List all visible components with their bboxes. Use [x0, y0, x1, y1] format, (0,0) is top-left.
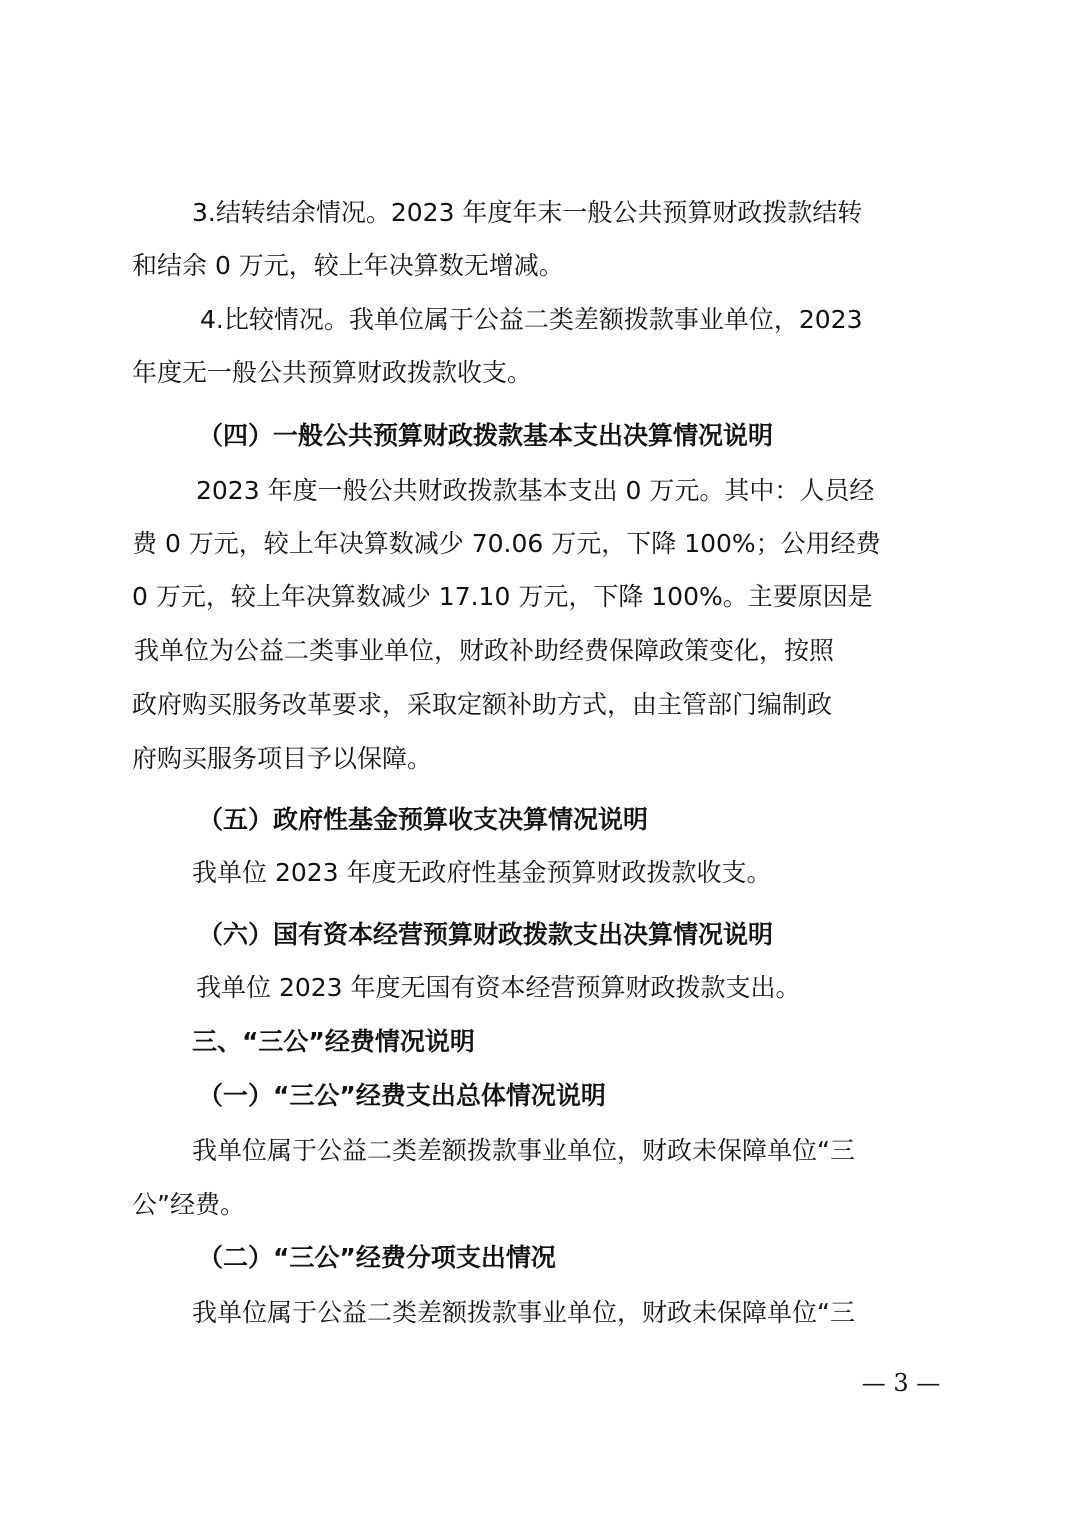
- text-line: [0, 577, 1076, 617]
- section-heading-text: （五）政府性基金预算收支决算情况说明: [198, 805, 649, 834]
- paragraph-text: 费 0 万元，较上年决算数减少 70.06 万元，下降 100%；公用经费: [132, 529, 881, 558]
- text-line: [0, 471, 1076, 511]
- text-line: [0, 300, 1076, 340]
- section-heading: [0, 800, 1076, 840]
- section-heading: [0, 416, 1076, 456]
- section-heading: [0, 1076, 1076, 1116]
- chapter-heading-text: 三、“三公”经费情况说明: [192, 1027, 475, 1056]
- paragraph-text: 4.比较情况。我单位属于公益二类差额拨款事业单位，2023: [200, 305, 863, 334]
- paragraph-text: 我单位 2023 年度无政府性基金预算财政拨款收支。: [192, 858, 772, 887]
- paragraph-text: 府购买服务项目予以保障。: [132, 744, 433, 773]
- text-line: [0, 1131, 1076, 1171]
- section-heading-text: （六）国有资本经营预算财政拨款支出决算情况说明: [198, 920, 774, 949]
- text-line: [0, 853, 1076, 893]
- text-line: [0, 739, 1076, 779]
- paragraph-text: 公”经费。: [132, 1190, 245, 1219]
- section-heading: [0, 915, 1076, 955]
- text-line: [0, 193, 1076, 233]
- paragraph-text: 和结余 0 万元，较上年决算数无增减。: [132, 251, 564, 280]
- page-number: — 3 —: [861, 1369, 941, 1397]
- paragraph-text: 我单位属于公益二类差额拨款事业单位，财政未保障单位“三: [192, 1136, 855, 1165]
- paragraph-text: 3.结转结余情况。2023 年度年末一般公共预算财政拨款结转: [192, 198, 863, 227]
- text-line: [0, 353, 1076, 393]
- text-line: [0, 685, 1076, 725]
- section-heading: [0, 1238, 1076, 1278]
- paragraph-text: 年度无一般公共预算财政拨款收支。: [132, 358, 533, 387]
- text-line: [0, 631, 1076, 671]
- text-line: [0, 968, 1076, 1008]
- paragraph-text: 我单位属于公益二类差额拨款事业单位，财政未保障单位“三: [192, 1298, 855, 1327]
- paragraph-text: 0 万元，较上年决算数减少 17.10 万元，下降 100%。主要原因是: [132, 582, 873, 611]
- text-line: [0, 524, 1076, 564]
- paragraph-text: 我单位为公益二类事业单位，财政补助经费保障政策变化，按照: [134, 636, 835, 665]
- text-line: [0, 1185, 1076, 1225]
- chapter-heading: [0, 1022, 1076, 1062]
- section-heading-text: （一）“三公”经费支出总体情况说明: [198, 1081, 606, 1110]
- paragraph-text: 我单位 2023 年度无国有资本经营预算财政拨款支出。: [196, 973, 801, 1002]
- section-heading-text: （四）一般公共预算财政拨款基本支出决算情况说明: [198, 421, 774, 450]
- text-line: [0, 1293, 1076, 1333]
- section-heading-text: （二）“三公”经费分项支出情况: [198, 1243, 556, 1272]
- paragraph-text: 政府购买服务改革要求，采取定额补助方式，由主管部门编制政: [132, 690, 833, 719]
- paragraph-text: 2023 年度一般公共财政拨款基本支出 0 万元。其中：人员经: [196, 476, 875, 505]
- text-line: [0, 246, 1076, 286]
